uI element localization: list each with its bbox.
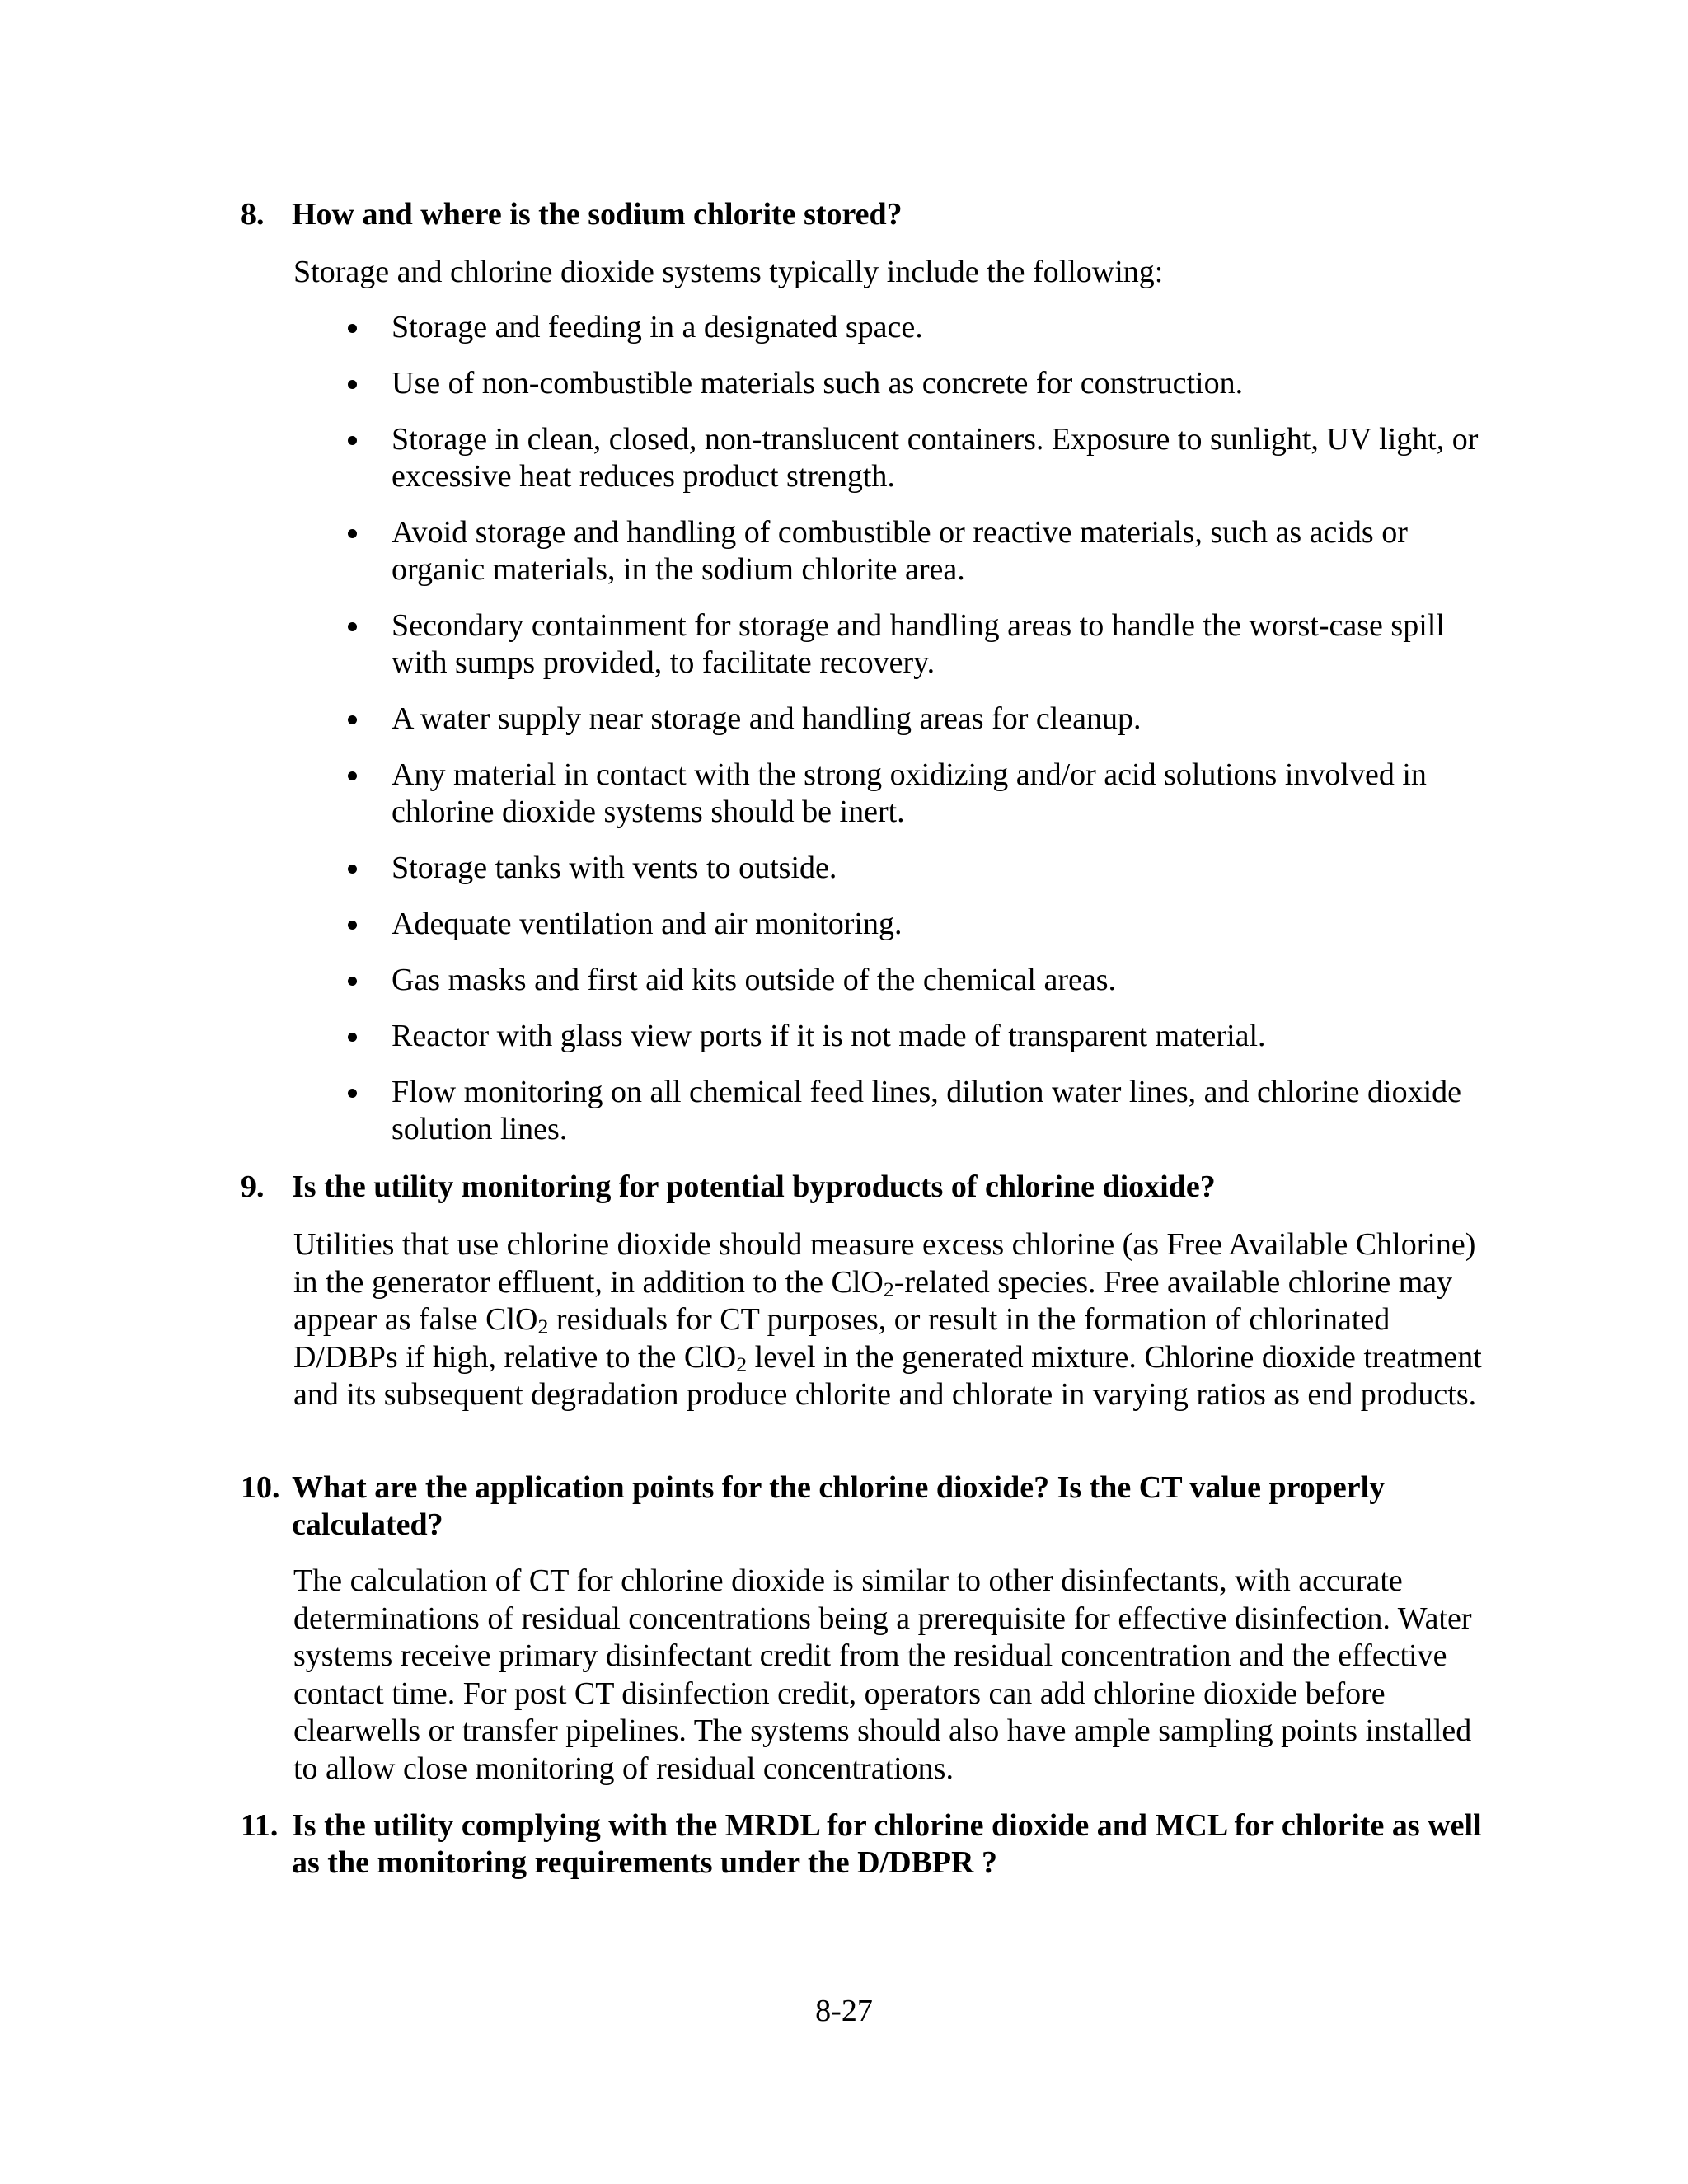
list-item <box>340 421 1494 495</box>
question-10 <box>241 1469 1493 1544</box>
page-number: 8-27 <box>815 1994 873 2028</box>
question-10-answer: The calculation of CT for chlorine dioxide is similar to other disinfectants, with accurate determinations of residual concentrations being a prerequisite for effective disinfection. Water systems receive primary disinfectant credit from the residual concentration and the effective contact time. For post CT disinfection credit, operators can add chlorine dioxide before clearwells or transfer pipelines. The systems should also have ample sampling points installed to allow close monitoring of residual concentrations. <box>293 1563 1472 1786</box>
list-item <box>340 906 1494 943</box>
answer-text: Utilities that use chlorine dioxide should measure excess chlorine (as Free Available Chlorine) in the generator effluent, in addition to the <box>293 1227 1476 1300</box>
question-number: 10. <box>241 1470 280 1505</box>
list-item-text: Storage tanks with vents to outside. <box>392 851 837 885</box>
list-item <box>340 1018 1494 1055</box>
bullet-icon <box>348 529 357 538</box>
question-9 <box>241 1169 1493 1206</box>
list-item-text: Avoid storage and handling of combustible or reactive materials, such as acids or organic materials, in the sodium chlorite area. <box>392 515 1408 587</box>
list-item <box>340 1074 1494 1148</box>
bullet-icon <box>348 865 357 874</box>
list-item <box>340 309 1494 346</box>
list-item-text: Any material in contact with the strong oxidizing and/or acid solutions involved in chlorine dioxide systems should be inert. <box>392 757 1427 829</box>
list-item-text: A water supply near storage and handling areas for cleanup. <box>392 701 1142 736</box>
storage-requirements-list <box>340 309 1494 1167</box>
list-item <box>340 757 1494 831</box>
question-number: 11. <box>241 1808 279 1843</box>
bullet-icon <box>348 977 357 986</box>
answer-text: level in the generated mixture. Chlorine dioxide treatment and its subsequent degradation produce chlorite and chlorate in varying ratios as end products. <box>293 1339 1482 1412</box>
list-item-text: Storage and feeding in a designated space. <box>392 310 923 344</box>
list-item-text: Gas masks and first aid kits outside of the chemical areas. <box>392 963 1117 997</box>
bullet-icon <box>348 324 357 333</box>
question-8-intro: Storage and chlorine dioxide systems typically include the following: <box>293 255 1164 289</box>
question-text: Is the utility complying with the MRDL for chlorine dioxide and MCL for chlorite as well as the monitoring requirements under the D/DBPR ? <box>292 1808 1482 1880</box>
bullet-icon <box>348 1089 357 1098</box>
bullet-icon <box>348 921 357 930</box>
question-11 <box>241 1807 1493 1882</box>
list-item-text: Secondary containment for storage and handling areas to handle the worst-case spill with sumps provided, to facilitate recovery. <box>392 608 1445 680</box>
question-text: Is the utility monitoring for potential byproducts of chlorine dioxide? <box>292 1169 1216 1204</box>
formula-clo2: ClO$_2$ <box>683 1339 748 1376</box>
answer-text: residuals for CT purposes, or result in the formation of chlorinated D/DBPs if high, relative to the <box>293 1302 1390 1375</box>
list-item <box>340 962 1494 999</box>
question-text: What are the application points for the chlorine dioxide? Is the CT value properly calculated? <box>292 1470 1386 1542</box>
question-text: How and where is the sodium chlorite stored? <box>292 197 903 232</box>
bullet-icon <box>348 380 357 389</box>
list-item <box>340 850 1494 887</box>
bullet-icon <box>348 1033 357 1042</box>
list-item-text: Use of non-combustible materials such as concrete for construction. <box>392 366 1244 401</box>
question-9-answer <box>293 1226 1497 1414</box>
bullet-icon <box>348 622 357 631</box>
formula-clo2: ClO$_2$ <box>831 1264 894 1301</box>
bullet-icon <box>348 771 357 780</box>
list-item-text: Storage in clean, closed, non-translucent containers. Exposure to sunlight, UV light, or excessive heat reduces product strength. <box>392 422 1479 494</box>
question-number: 8. <box>241 197 265 232</box>
list-item <box>340 607 1494 682</box>
list-item-text: Adequate ventilation and air monitoring. <box>392 907 903 941</box>
list-item <box>340 701 1494 738</box>
list-item <box>340 365 1494 402</box>
list-item-text: Flow monitoring on all chemical feed lines, dilution water lines, and chlorine dioxide solution lines. <box>392 1075 1462 1146</box>
question-8 <box>241 196 1493 233</box>
list-item <box>340 514 1494 588</box>
bullet-icon <box>348 715 357 724</box>
list-item-text: Reactor with glass view ports if it is not made of transparent material. <box>392 1019 1266 1053</box>
answer-text: -related species. Free available chlorine may appear as false <box>293 1264 1453 1337</box>
formula-clo2: ClO$_2$ <box>485 1302 549 1339</box>
question-number: 9. <box>241 1169 265 1204</box>
bullet-icon <box>348 436 357 445</box>
